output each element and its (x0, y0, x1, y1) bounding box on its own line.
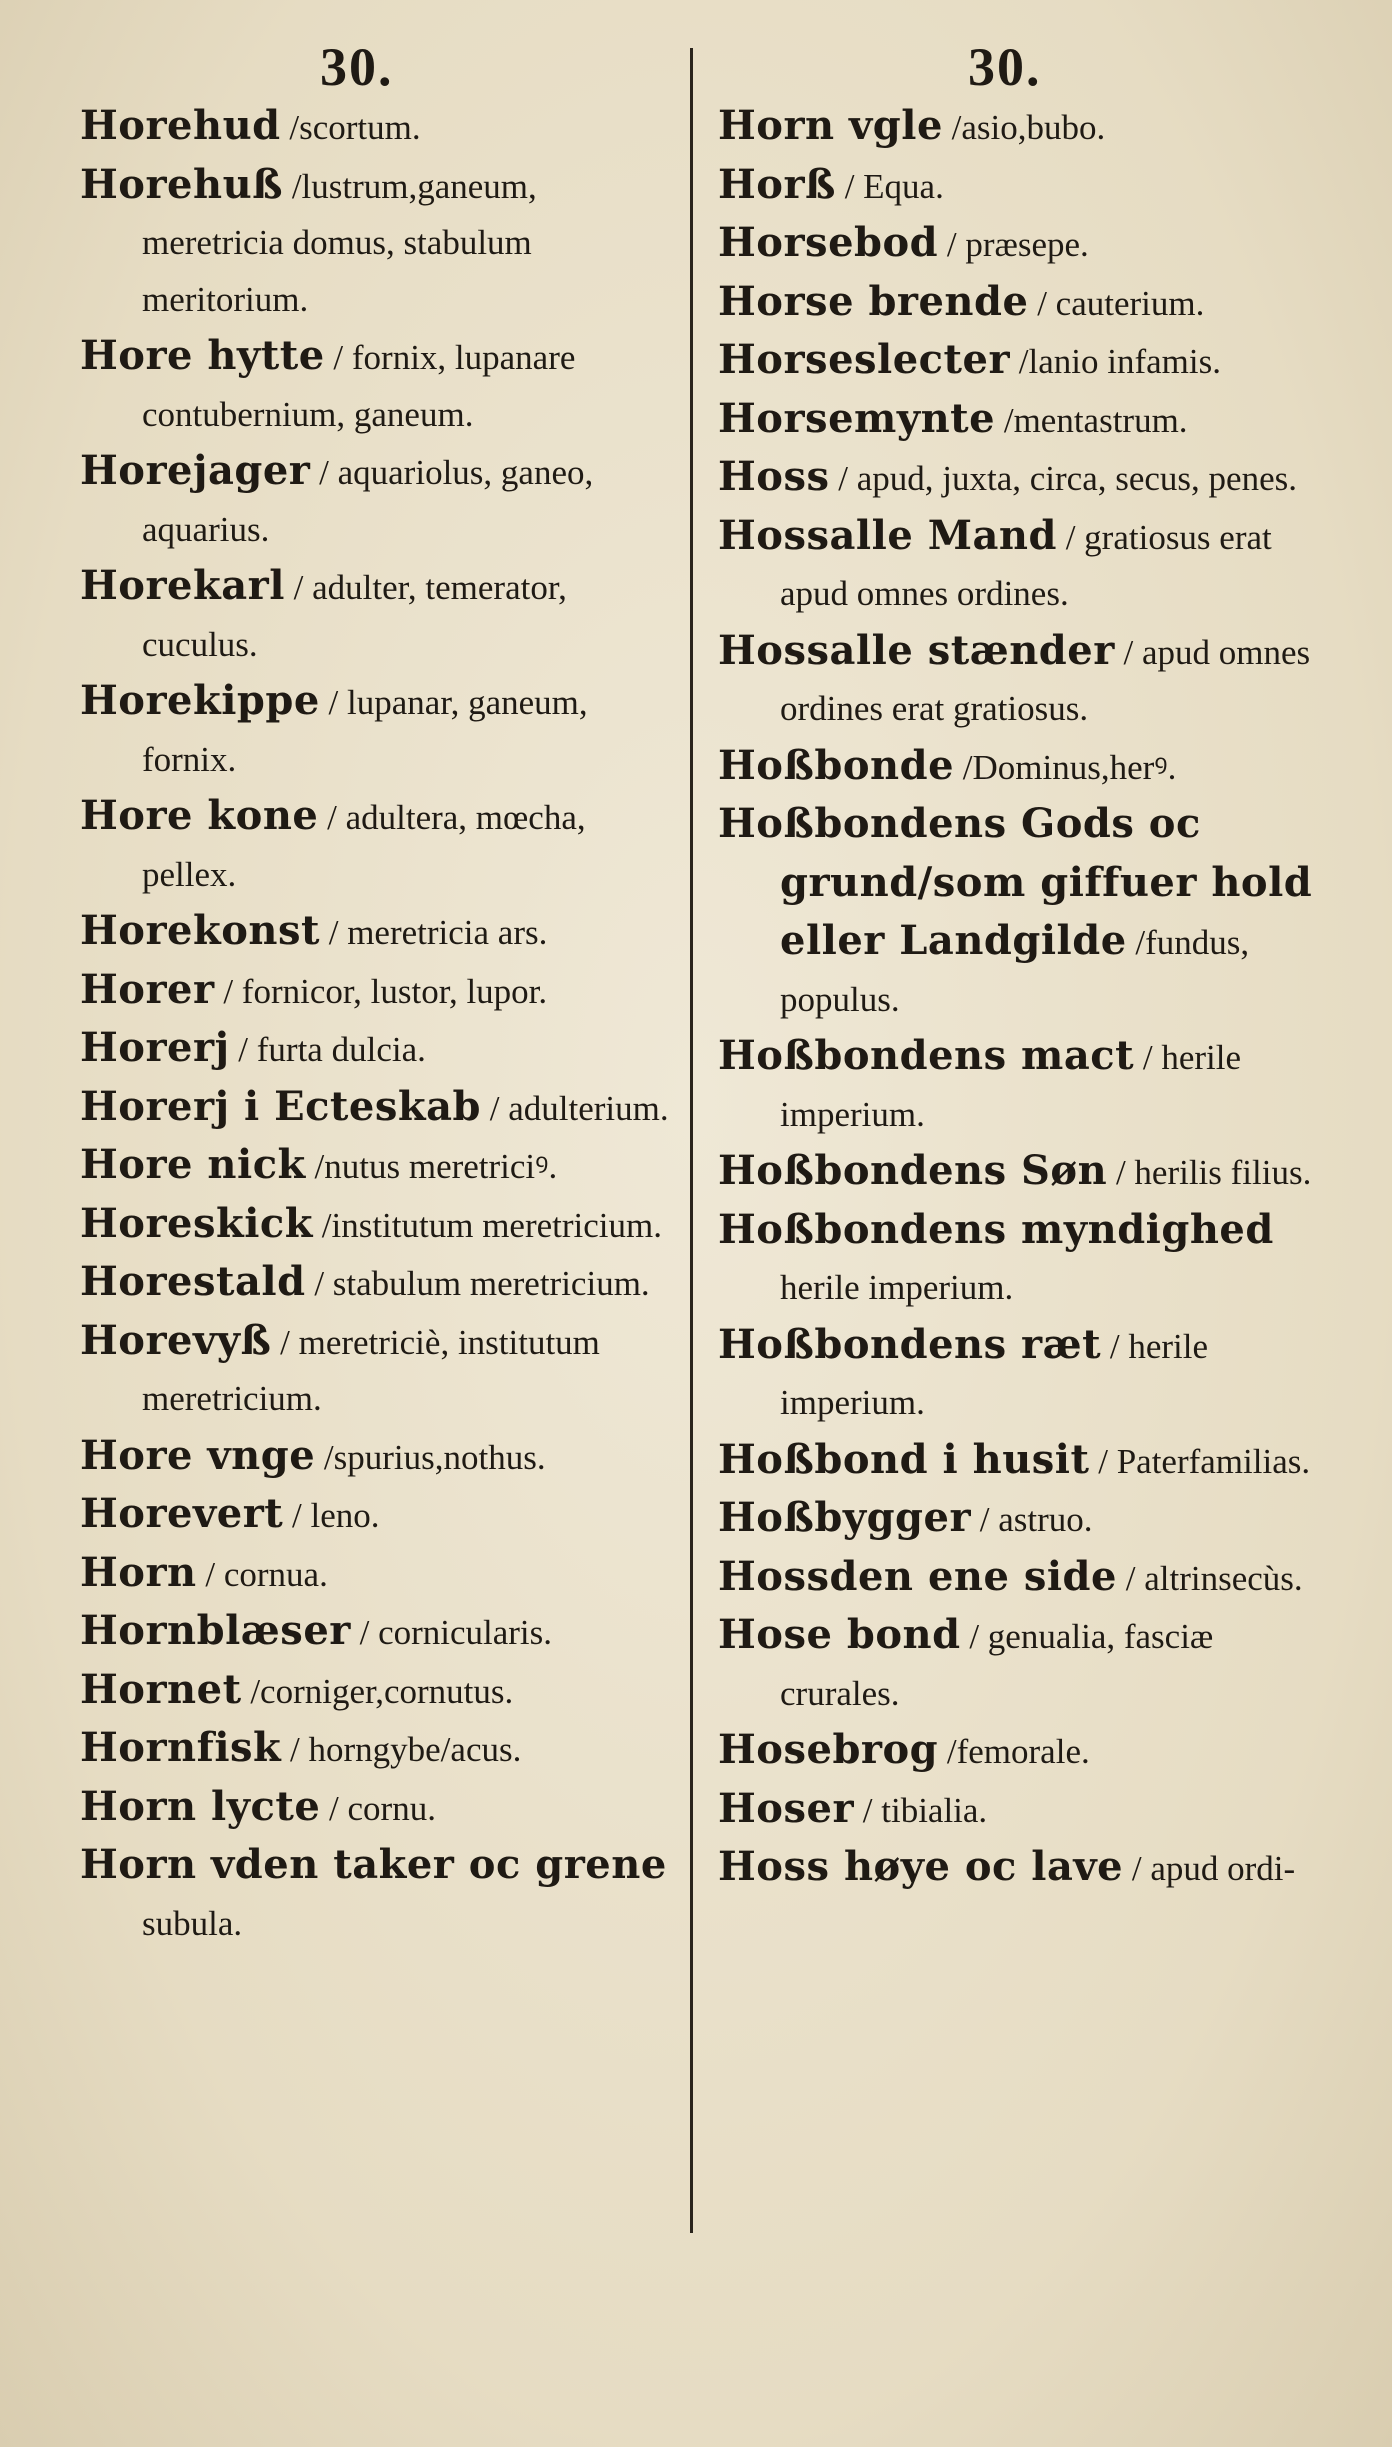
entry-definition: / aquariolus, ganeo, aquarius. (142, 453, 594, 549)
dictionary-entry (80, 443, 685, 558)
dictionary-entry (80, 962, 685, 1021)
entry-headword: Hoßbonde (718, 741, 955, 789)
dictionary-entry (80, 1313, 685, 1428)
dictionary-entry (80, 558, 685, 673)
dictionary-entry (718, 215, 1328, 274)
entry-headword: Hore kone (80, 792, 319, 839)
entry-headword: Hosebrog (718, 1726, 939, 1773)
entry-definition: / fornix, lupanare contubernium, ganeum. (142, 338, 576, 434)
entry-definition: / Equa. (844, 166, 944, 206)
entry-headword: Horerj i Ecteskab (80, 1082, 481, 1130)
entry-definition: / furta dulcia. (238, 1030, 426, 1069)
dictionary-entry (718, 1317, 1328, 1432)
dictionary-entry (80, 1254, 685, 1313)
dictionary-entry (718, 1781, 1328, 1840)
entry-definition: / cornicularis. (359, 1613, 553, 1652)
entry-definition: / astruo. (979, 1500, 1093, 1539)
entry-definition: / herile imperium. (780, 1038, 1242, 1134)
dictionary-entry (80, 788, 685, 903)
dictionary-entry (718, 449, 1328, 508)
dictionary-entry (80, 98, 685, 157)
entry-definition: / adultera, mœcha, pellex. (142, 798, 586, 894)
dictionary-entry (80, 1545, 685, 1604)
entry-headword: Hoßbondens mact (718, 1032, 1135, 1079)
entry-headword: Horekippe (80, 677, 320, 724)
entry-headword: Hoßbygger (718, 1494, 972, 1541)
entry-headword: Hoßbondens Søn (718, 1147, 1108, 1194)
entry-headword: Hoss (718, 453, 830, 500)
dictionary-entry (718, 796, 1328, 1028)
entry-definition: / meretricia ars. (328, 913, 548, 952)
dictionary-entry (80, 1662, 685, 1721)
entry-headword: Horseslecter (718, 336, 1011, 383)
entry-definition: /scortum. (289, 108, 421, 147)
dictionary-entry (718, 1549, 1328, 1608)
entry-definition: / altrinsecùs. (1125, 1558, 1303, 1598)
entry-headword: Horn vgle (718, 102, 943, 149)
entry-headword: Horevert (80, 1490, 284, 1537)
entry-headword: Horsebod (718, 219, 939, 266)
entry-headword: Horeskick (80, 1199, 313, 1247)
entry-headword: Hossalle stænder (718, 626, 1115, 674)
entry-headword: Hoßbondens Gods oc grund/som giffuer hold eller Landgilde (718, 800, 1313, 964)
entry-definition: herile imperium. (780, 1268, 1014, 1307)
entry-headword: Hossalle Mand (718, 511, 1057, 559)
entry-definition: /fundus, populus. (780, 923, 1250, 1019)
entry-headword: Hoßbondens myndighed (718, 1205, 1274, 1253)
entry-definition: / meretriciè, institutum meretricium. (142, 1322, 600, 1418)
entry-headword: Hornblæser (80, 1607, 351, 1654)
entry-definition: / cornua. (205, 1554, 328, 1594)
dictionary-entry (80, 673, 685, 788)
entry-headword: Horse brende (718, 277, 1029, 325)
dictionary-entry (718, 391, 1328, 450)
entry-headword: Hoss høye oc lave (718, 1843, 1124, 1890)
entry-headword: Hoßbondens ræt (718, 1320, 1102, 1368)
dictionary-entry (80, 1428, 685, 1487)
entry-definition: / cornu. (329, 1788, 436, 1828)
entry-definition: /lustrum,ganeum, meretricia domus, stabulum meritorium. (142, 166, 537, 319)
entry-definition: / leno. (292, 1496, 380, 1535)
dictionary-entry (80, 157, 685, 329)
entry-definition: / adulterium. (489, 1088, 669, 1128)
dictionary-entry (80, 1486, 685, 1545)
dictionary-entry (718, 1202, 1328, 1317)
entry-headword: Horerj (80, 1024, 230, 1071)
entry-headword: Horn vden taker oc grene (80, 1841, 667, 1888)
dictionary-entry (718, 332, 1328, 391)
entry-definition: / stabulum meretricium. (314, 1264, 650, 1303)
left-column (80, 98, 685, 1952)
entry-definition: / gratiosus erat apud omnes ordines. (780, 517, 1272, 613)
entry-definition: / apud ordi- (1131, 1849, 1296, 1888)
entry-definition: /corniger,cornutus. (250, 1671, 514, 1711)
entry-headword: Horehud (80, 102, 281, 149)
entry-headword: Hoser (718, 1784, 855, 1832)
dictionary-entry (718, 508, 1328, 623)
entry-definition: /Dominus,herꝰ. (962, 747, 1177, 787)
page-number-left: 30. (320, 37, 394, 97)
entry-headword: Hose bond (718, 1611, 961, 1658)
right-column (718, 98, 1328, 1898)
dictionary-entry (80, 1020, 685, 1079)
entry-definition: / præsepe. (946, 225, 1089, 264)
entry-headword: Horestald (80, 1258, 306, 1305)
entry-definition: /mentastrum. (1003, 400, 1188, 440)
entry-headword: Hoßbond i husit (718, 1435, 1090, 1483)
entry-headword: Hore hytte (80, 332, 325, 379)
dictionary-entry (718, 157, 1328, 216)
dictionary-entry (718, 1607, 1328, 1722)
entry-headword: Horekarl (80, 562, 285, 609)
entry-definition: /lanio infamis. (1018, 342, 1221, 381)
entry-definition: / cauterium. (1037, 283, 1205, 323)
entry-definition: / adulter, temerator, cuculus. (142, 568, 567, 664)
dictionary-entry (718, 623, 1328, 738)
entry-definition: / horngybe/acus. (290, 1730, 522, 1769)
column-divider (690, 48, 693, 2233)
dictionary-entry (80, 1196, 685, 1255)
entry-headword: Hossden ene side (718, 1552, 1117, 1600)
dictionary-entry (718, 1432, 1328, 1491)
entry-definition: subula. (142, 1903, 243, 1943)
dictionary-entry (718, 1839, 1328, 1898)
entry-headword: Horevyß (80, 1316, 272, 1364)
entry-headword: Horer (80, 965, 215, 1013)
dictionary-entry (718, 1490, 1328, 1549)
entry-definition: / apud, juxta, circa, secus, penes. (838, 459, 1297, 498)
dictionary-entry (718, 98, 1328, 157)
entry-definition: / fornicor, lustor, lupor. (223, 971, 548, 1011)
dictionary-entry (718, 274, 1328, 333)
dictionary-entry (80, 328, 685, 443)
entry-headword: Horehuß (80, 160, 284, 208)
entry-definition: / Paterfamilias. (1098, 1441, 1311, 1481)
entry-definition: / tibialia. (862, 1790, 988, 1830)
entry-definition: / herilis filius. (1115, 1153, 1312, 1192)
entry-definition: /spurius,nothus. (323, 1437, 546, 1477)
entry-definition: / herile imperium. (780, 1326, 1208, 1422)
page-number-right: 30. (968, 37, 1042, 97)
entry-headword: Horß (718, 160, 836, 208)
entry-headword: Horsemynte (718, 394, 996, 442)
entry-headword: Hore nick (80, 1141, 306, 1188)
entry-definition: /institutum meretricium. (321, 1205, 662, 1245)
dictionary-entry (80, 1837, 685, 1952)
entry-headword: Horejager (80, 447, 311, 494)
entry-headword: Horn lycte (80, 1782, 321, 1830)
entry-headword: Hornfisk (80, 1724, 282, 1771)
dictionary-entry (80, 1137, 685, 1196)
entry-headword: Hornet (80, 1665, 242, 1713)
dictionary-entry (80, 1779, 685, 1838)
dictionary-entry (80, 1079, 685, 1138)
dictionary-entry (80, 903, 685, 962)
entry-definition: / genualia, fasciæ crurales. (780, 1617, 1214, 1713)
entry-headword: Horekonst (80, 907, 320, 954)
entry-definition: /asio,bubo. (951, 108, 1106, 147)
entry-definition: / lupanar, ganeum, fornix. (142, 683, 588, 779)
dictionary-entry (718, 1143, 1328, 1202)
dictionary-entry (718, 1028, 1328, 1143)
entry-definition: / apud omnes ordines erat gratiosus. (780, 632, 1311, 728)
entry-headword: Horn (80, 1548, 197, 1596)
entry-definition: /femorale. (946, 1732, 1090, 1771)
dictionary-entry (718, 1722, 1328, 1781)
dictionary-entry (718, 738, 1328, 797)
entry-headword: Hore vnge (80, 1431, 316, 1479)
dictionary-entry (80, 1603, 685, 1662)
dictionary-entry (80, 1720, 685, 1779)
entry-definition: /nutus meretriciꝰ. (314, 1147, 558, 1186)
